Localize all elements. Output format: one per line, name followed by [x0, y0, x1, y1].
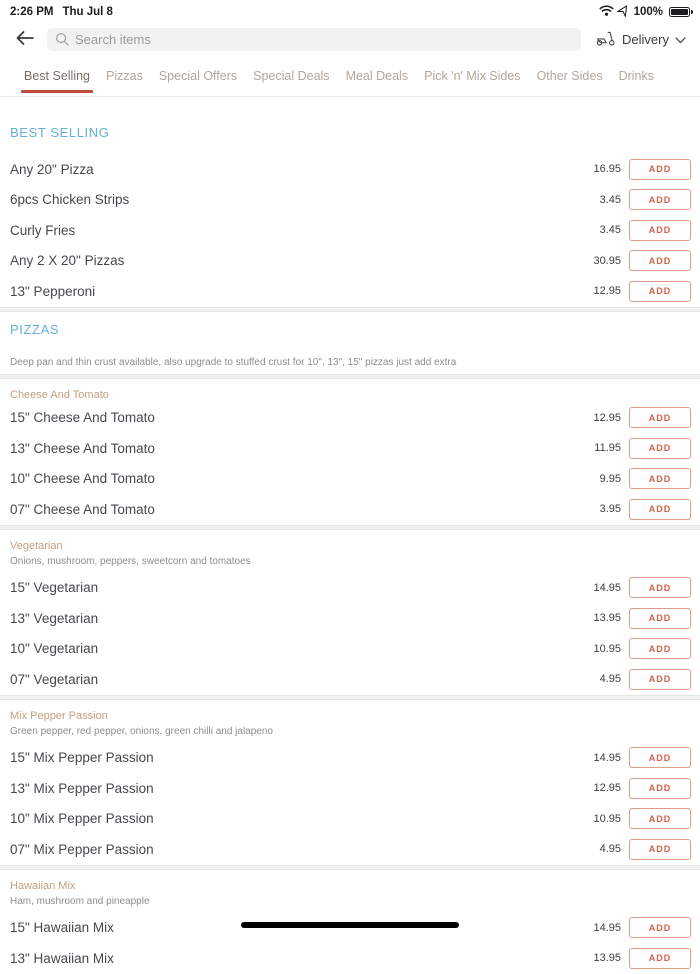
item-name: 13" Vegetarian: [10, 610, 99, 626]
item-name: 15" Cheese And Tomato: [10, 410, 155, 426]
menu-item-row: [0, 603, 700, 634]
item-name: 15" Hawaiian Mix: [10, 920, 114, 936]
menu-item-row: [0, 743, 700, 774]
menu-item-row: [0, 664, 700, 695]
back-button[interactable]: [14, 28, 35, 51]
location-arrow-icon: [618, 3, 630, 21]
add-button[interactable]: ADD: [629, 577, 691, 598]
search-bar: [47, 28, 581, 51]
group-header: Cheese And Tomato: [10, 388, 109, 401]
menu-item-row: [0, 185, 700, 216]
item-price: 3.45: [599, 224, 621, 237]
add-button[interactable]: ADD: [629, 808, 691, 829]
add-button[interactable]: ADD: [629, 189, 691, 210]
menu-item-row: [0, 494, 700, 525]
status-bar-right: [599, 3, 690, 21]
clock-date: Thu Jul 8: [62, 6, 113, 18]
delivery-label: Delivery: [622, 32, 669, 47]
tab-pizzas[interactable]: Pizzas: [106, 69, 143, 83]
add-button[interactable]: ADD: [629, 159, 691, 180]
item-name: Any 2 X 20" Pizzas: [10, 253, 125, 269]
add-button[interactable]: ADD: [629, 917, 691, 938]
group-description: Ham, mushroom and pineapple: [10, 895, 150, 907]
group-header: Vegetarian: [10, 539, 63, 552]
status-bar-left: [10, 6, 113, 18]
add-button[interactable]: ADD: [629, 608, 691, 629]
tab-drinks[interactable]: Drinks: [618, 69, 654, 83]
menu-item-row: [0, 154, 700, 185]
add-button[interactable]: ADD: [629, 438, 691, 459]
section-title: BEST SELLING: [10, 125, 110, 140]
item-price: 9.95: [599, 472, 621, 485]
menu-item-row: [0, 246, 700, 277]
item-name: 13" Mix Pepper Passion: [10, 780, 154, 796]
item-name: Any 20" Pizza: [10, 161, 94, 177]
item-name: 13" Cheese And Tomato: [10, 440, 155, 456]
item-price: 3.45: [599, 193, 621, 206]
item-price: 12.95: [593, 285, 621, 298]
add-button[interactable]: ADD: [629, 281, 691, 302]
item-price: 30.95: [593, 254, 621, 267]
add-button[interactable]: ADD: [629, 638, 691, 659]
section-description: Deep pan and thin crust available, also upgrade to stuffed crust for 10", 13", 15" pizzas just add extra: [10, 356, 457, 368]
status-bar: [0, 0, 700, 22]
item-name: Curly Fries: [10, 222, 76, 238]
menu-item-row: [0, 804, 700, 835]
group-description: Onions, mushroom, peppers, sweetcorn and tomatoes: [10, 555, 251, 567]
menu-item-row: [0, 634, 700, 665]
item-price: 10.95: [593, 642, 621, 655]
tab-special-deals[interactable]: Special Deals: [253, 69, 330, 83]
tab-special-offers[interactable]: Special Offers: [158, 69, 238, 83]
item-price: 12.95: [593, 782, 621, 795]
item-name: 07" Vegetarian: [10, 671, 99, 687]
menu-item-row: [0, 464, 700, 495]
header: [0, 22, 700, 59]
clock-time: 2:26 PM: [10, 6, 54, 18]
item-price: 4.95: [599, 673, 621, 686]
menu-section: [0, 115, 700, 307]
home-indicator[interactable]: [241, 922, 459, 928]
add-button[interactable]: ADD: [629, 747, 691, 768]
group-header: Hawaiian Mix: [10, 879, 76, 892]
section-title: PIZZAS: [10, 321, 60, 337]
tab-meal-deals[interactable]: Meal Deals: [345, 69, 409, 83]
menu-item-row: [0, 276, 700, 307]
item-price: 14.95: [593, 921, 621, 934]
item-price: 3.95: [599, 503, 621, 516]
menu-item-row: [0, 433, 700, 464]
item-name: 10" Vegetarian: [10, 641, 99, 657]
add-button[interactable]: ADD: [629, 499, 691, 520]
back-arrow-icon: [14, 28, 35, 51]
delivery-scooter-icon: [595, 30, 616, 50]
menu-item-row: [0, 943, 700, 974]
add-button[interactable]: ADD: [629, 839, 691, 860]
item-name: 07" Cheese And Tomato: [10, 501, 155, 517]
battery-percent: 100%: [633, 6, 663, 18]
item-name: 15" Vegetarian: [10, 580, 99, 596]
group-header: Mix Pepper Passion: [10, 709, 108, 722]
wifi-icon: [599, 3, 614, 21]
item-name: 13" Pepperoni: [10, 283, 96, 299]
menu-list: [0, 97, 700, 974]
chevron-down-icon: [675, 32, 686, 47]
item-price: 10.95: [593, 812, 621, 825]
add-button[interactable]: ADD: [629, 407, 691, 428]
item-name: 10" Mix Pepper Passion: [10, 811, 154, 827]
item-name: 10" Cheese And Tomato: [10, 471, 155, 487]
menu-item-row: [0, 403, 700, 434]
item-price: 13.95: [593, 952, 621, 965]
add-button[interactable]: ADD: [629, 468, 691, 489]
search-input[interactable]: [47, 28, 581, 51]
group-description: Green pepper, red pepper, onions, green chilli and jalapeno: [10, 725, 273, 737]
menu-item-row: [0, 573, 700, 604]
item-price: 14.95: [593, 581, 621, 594]
item-name: 15" Mix Pepper Passion: [10, 750, 154, 766]
add-button[interactable]: ADD: [629, 948, 691, 969]
add-button[interactable]: ADD: [629, 250, 691, 271]
category-tab-bar: [0, 59, 700, 97]
item-price: 14.95: [593, 751, 621, 764]
add-button[interactable]: ADD: [629, 220, 691, 241]
battery-icon: [669, 7, 690, 18]
tab-other-sides[interactable]: Other Sides: [536, 69, 603, 83]
item-price: 12.95: [593, 411, 621, 424]
item-name: 13" Hawaiian Mix: [10, 950, 114, 966]
menu-item-row: [0, 215, 700, 246]
item-price: 16.95: [593, 163, 621, 176]
tab-pick-n-mix-sides[interactable]: Pick 'n' Mix Sides: [424, 69, 521, 83]
menu-section: [0, 312, 700, 974]
item-price: 13.95: [593, 612, 621, 625]
search-icon: [55, 32, 70, 52]
item-name: 07" Mix Pepper Passion: [10, 841, 154, 857]
menu-item-row: [0, 773, 700, 804]
delivery-selector[interactable]: [593, 30, 688, 50]
add-button[interactable]: ADD: [629, 778, 691, 799]
add-button[interactable]: ADD: [629, 669, 691, 690]
item-price: 4.95: [599, 843, 621, 856]
tab-best-selling[interactable]: Best Selling: [24, 59, 90, 96]
item-name: 6pcs Chicken Strips: [10, 192, 130, 208]
item-price: 11.95: [594, 442, 621, 455]
menu-item-row: [0, 834, 700, 865]
